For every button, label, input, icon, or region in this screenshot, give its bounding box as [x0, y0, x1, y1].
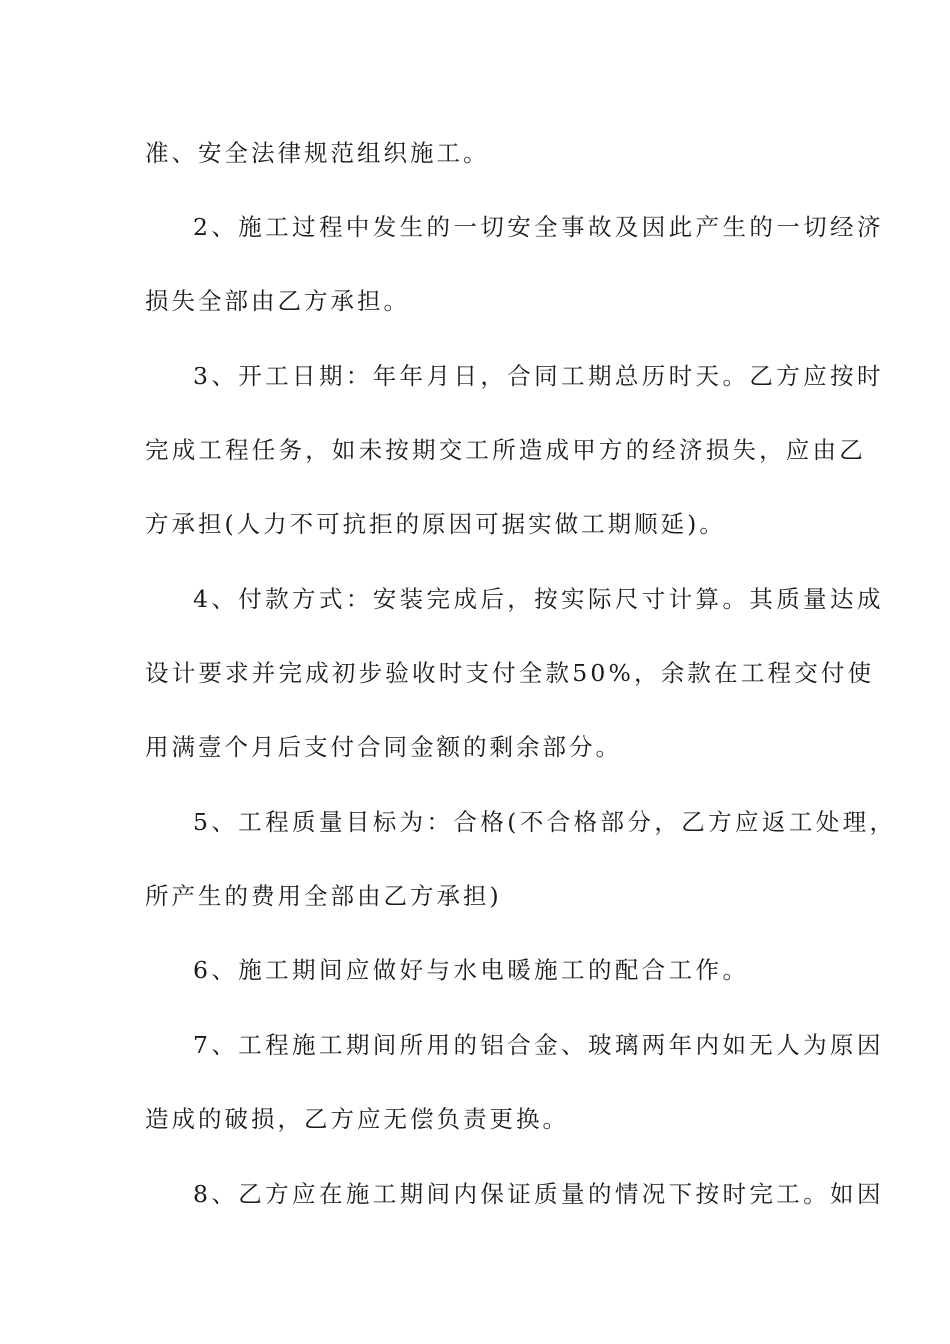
clause-3-line-3: 方承担(人力不可抗拒的原因可据实做工期顺延)。 [145, 510, 726, 538]
clause-2-line-1: 2、施工过程中发生的一切安全事故及因此产生的一切经济 [193, 213, 884, 241]
clause-4-line-3: 用满壹个月后支付合同金额的剩余部分。 [145, 733, 622, 761]
clause-5-line-2: 所产生的费用全部由乙方承担) [145, 882, 502, 910]
clause-7-line-2: 造成的破损，乙方应无偿负责更换。 [145, 1105, 569, 1133]
paragraph-1-line-1: 准、安全法律规范组织施工。 [145, 139, 490, 167]
clause-4-line-1: 4、付款方式：安装完成后，按实际尺寸计算。其质量达成 [193, 585, 884, 613]
clause-3-line-1: 3、开工日期：年年月日，合同工期总历时天。乙方应按时 [193, 362, 884, 390]
clause-3-line-2: 完成工程任务，如未按期交工所造成甲方的经济损失，应由乙 [145, 436, 866, 464]
clause-2-line-2: 损失全部由乙方承担。 [145, 287, 410, 315]
clause-7-line-1: 7、工程施工期间所用的铝合金、玻璃两年内如无人为原因 [193, 1031, 884, 1059]
clause-6-line-1: 6、施工期间应做好与水电暖施工的配合工作。 [193, 956, 750, 984]
clause-5-line-1: 5、工程质量目标为：合格(不合格部分，乙方应返工处理， [193, 808, 897, 836]
clause-4-line-2: 设计要求并完成初步验收时支付全款50%，余款在工程交付使 [145, 659, 875, 687]
clause-8-line-1: 8、乙方应在施工期间内保证质量的情况下按时完工。如因 [193, 1180, 884, 1208]
